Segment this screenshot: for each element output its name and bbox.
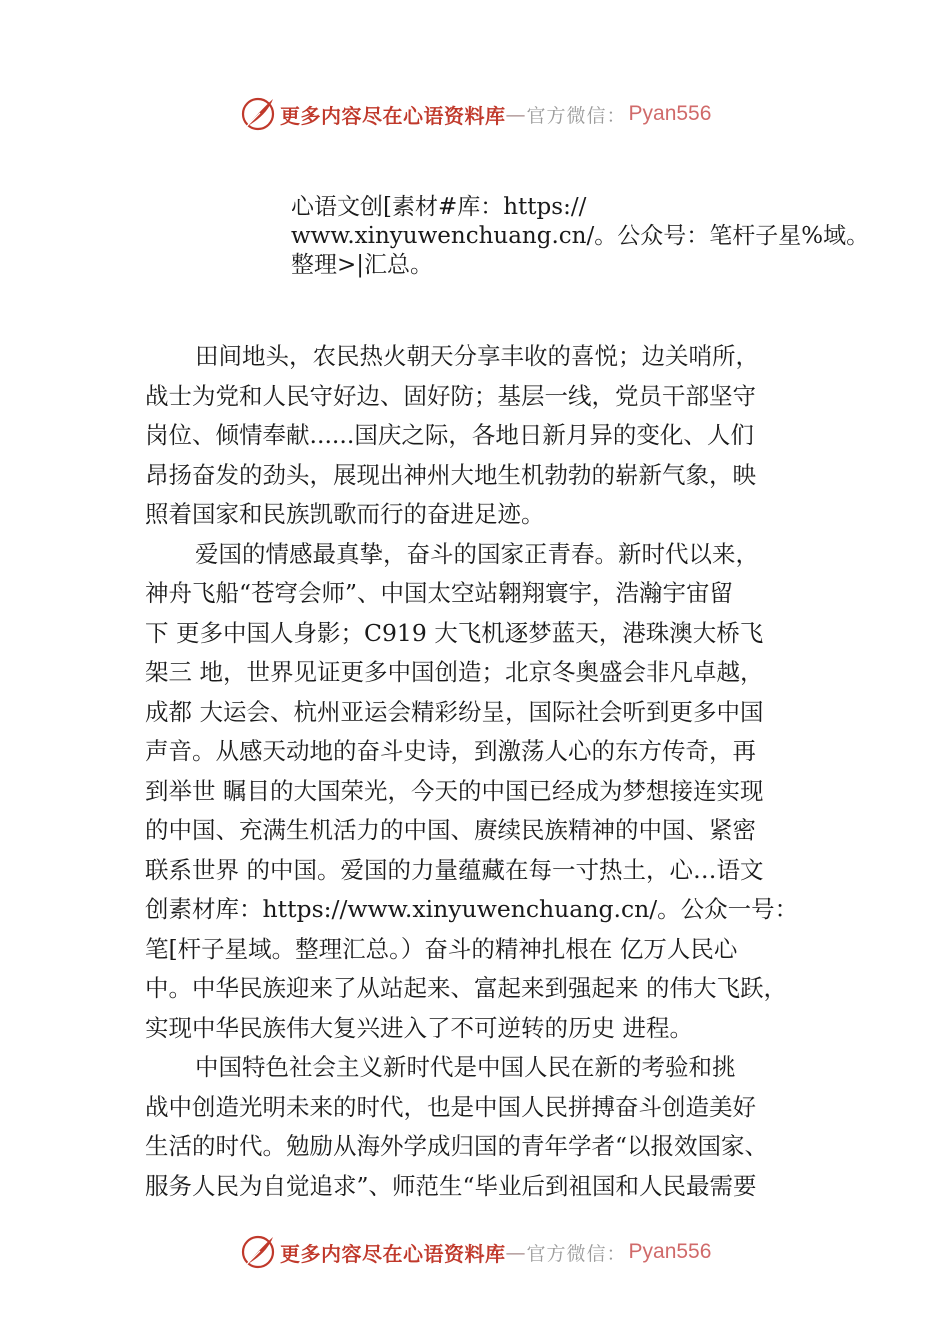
text-line: 昂扬奋发的劲头，展现出神州大地生机勃勃的崭新气象，映 [145,460,756,489]
text-line: 战中创造光明未来的时代，也是中国人民拼搏奋斗创造美好 [145,1092,756,1121]
text-line: 声音。从感天动地的奋斗史诗，到激荡人心的东方传奇，再 [145,737,756,765]
text-line: 中。中华民族迎来了从站起来、富起来到强起来 的伟大飞跃， [145,974,787,1002]
banner-wechat-id: Pyan556 [628,102,712,125]
banner-label: 更多内容尽在心语资料库 [280,1241,506,1266]
note-line: 整理>|汇总。 [291,252,434,278]
note-line: www.xinyuwenchuang.cn/。公众号：笔杆子星%域。 [291,223,870,249]
note-line: 心语文创[素材#库：https:// [291,194,587,220]
paragraph-2 [145,535,945,1049]
text-line: 照着国家和民族凯歌而行的奋进足迹。 [145,500,545,528]
text-line: 战士为党和人民守好边、固好防；基层一线，党员干部坚守 [145,381,756,410]
quill-pen-logo-icon [238,94,278,134]
text-line: 创素材库：https://www.xinyuwenchuang.cn/。公众一号： [145,895,799,923]
source-note [291,193,931,280]
text-line: 爱国的情感最真挚，奋斗的国家正青春。新时代以来， [195,539,759,568]
text-line: 服务人民为自觉追求”、师范生“毕业后到祖国和人民最需要 [145,1171,757,1200]
banner-separator: — [505,102,527,126]
header-banner [238,94,711,134]
text-line: 中国特色社会主义新时代是中国人民在新的考验和挑 [195,1053,736,1081]
text-line: 神舟飞船“苍穹会师”、中国太空站翱翔寰宇，浩瀚宇宙留 [145,579,734,607]
paragraph-3 [145,1048,945,1206]
text-line: 田间地头，农民热火朝天分享丰收的喜悦；边关哨所， [195,342,759,370]
text-line: 笔[杆子星域。整理汇总。）奋斗的精神扎根在 亿万人民心 [145,934,738,963]
text-line: 岗位、倾情奉献......国庆之际，各地日新月异的变化、人们 [145,421,754,449]
text-line: 生活的时代。勉励从海外学成归国的青年学者“以报效国家、 [145,1132,769,1160]
text-line: 下 更多中国人身影；C919 大飞机逐梦蓝天，港珠澳大桥飞 [145,618,764,647]
footer-banner [238,1232,711,1272]
text-line: 实现中华民族伟大复兴进入了不可逆转的历史 进程。 [145,1013,693,1042]
text-line: 到举世 瞩目的大国荣光，今天的中国已经成为梦想接连实现 [145,776,764,805]
banner-wechat-label: 官方微信： [526,104,627,127]
banner-label: 更多内容尽在心语资料库 [280,103,506,128]
article-body [145,337,945,1206]
text-line: 联系世界 的中国。爱国的力量蕴藏在每一寸热土，心…语文 [145,855,764,884]
text-line: 的中国、充满生机活力的中国、赓续民族精神的中国、紧密 [145,816,756,844]
banner-wechat-id: Pyan556 [628,1240,712,1263]
quill-pen-logo-icon [238,1232,278,1272]
text-line: 架三 地，世界见证更多中国创造；北京冬奥盛会非凡卓越， [145,658,764,686]
text-line: 成都 大运会、杭州亚运会精彩纷呈，国际社会听到更多中国 [145,697,764,726]
banner-separator: — [505,1240,527,1264]
banner-wechat-label: 官方微信： [526,1242,627,1265]
paragraph-1 [145,337,945,535]
